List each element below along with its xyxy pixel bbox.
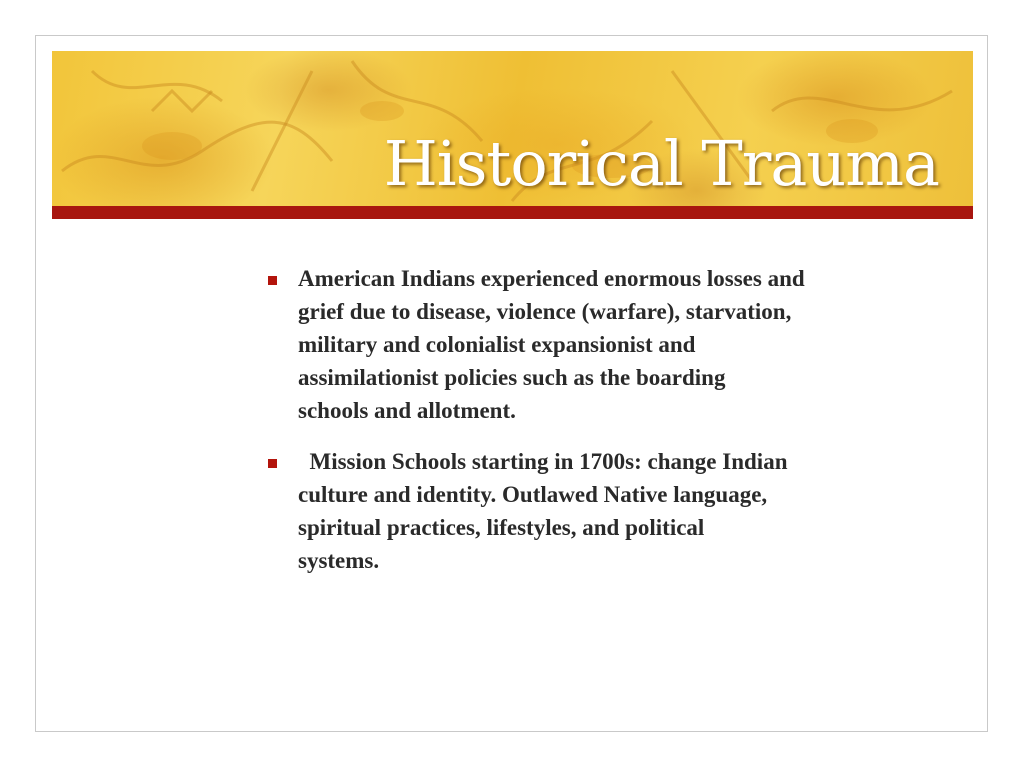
bullet-text	[298, 445, 948, 577]
bullet-line: schools and allotment.	[298, 398, 516, 423]
square-bullet-icon	[268, 276, 277, 285]
bullet-line: Mission Schools starting in 1700s: change Indian	[298, 449, 788, 474]
bullet-item	[268, 445, 948, 577]
title-underline-bar	[52, 206, 973, 219]
bullet-item	[268, 262, 948, 427]
bullet-line: grief due to disease, violence (warfare), starvation,	[298, 299, 792, 324]
bullet-text	[298, 262, 948, 427]
title-banner	[52, 51, 973, 206]
bullet-line: military and colonialist expansionist and	[298, 332, 696, 357]
slide-title: Historical Trauma	[383, 127, 939, 200]
bullet-list	[268, 262, 948, 577]
bullet-line: American Indians experienced enormous losses and	[298, 266, 805, 291]
bullet-line: systems.	[298, 548, 380, 573]
slide-content	[268, 262, 948, 595]
bullet-line: assimilationist policies such as the boarding	[298, 365, 726, 390]
bullet-line: spiritual practices, lifestyles, and political	[298, 515, 705, 540]
square-bullet-icon	[268, 459, 277, 468]
bullet-line: culture and identity. Outlawed Native language,	[298, 482, 768, 507]
